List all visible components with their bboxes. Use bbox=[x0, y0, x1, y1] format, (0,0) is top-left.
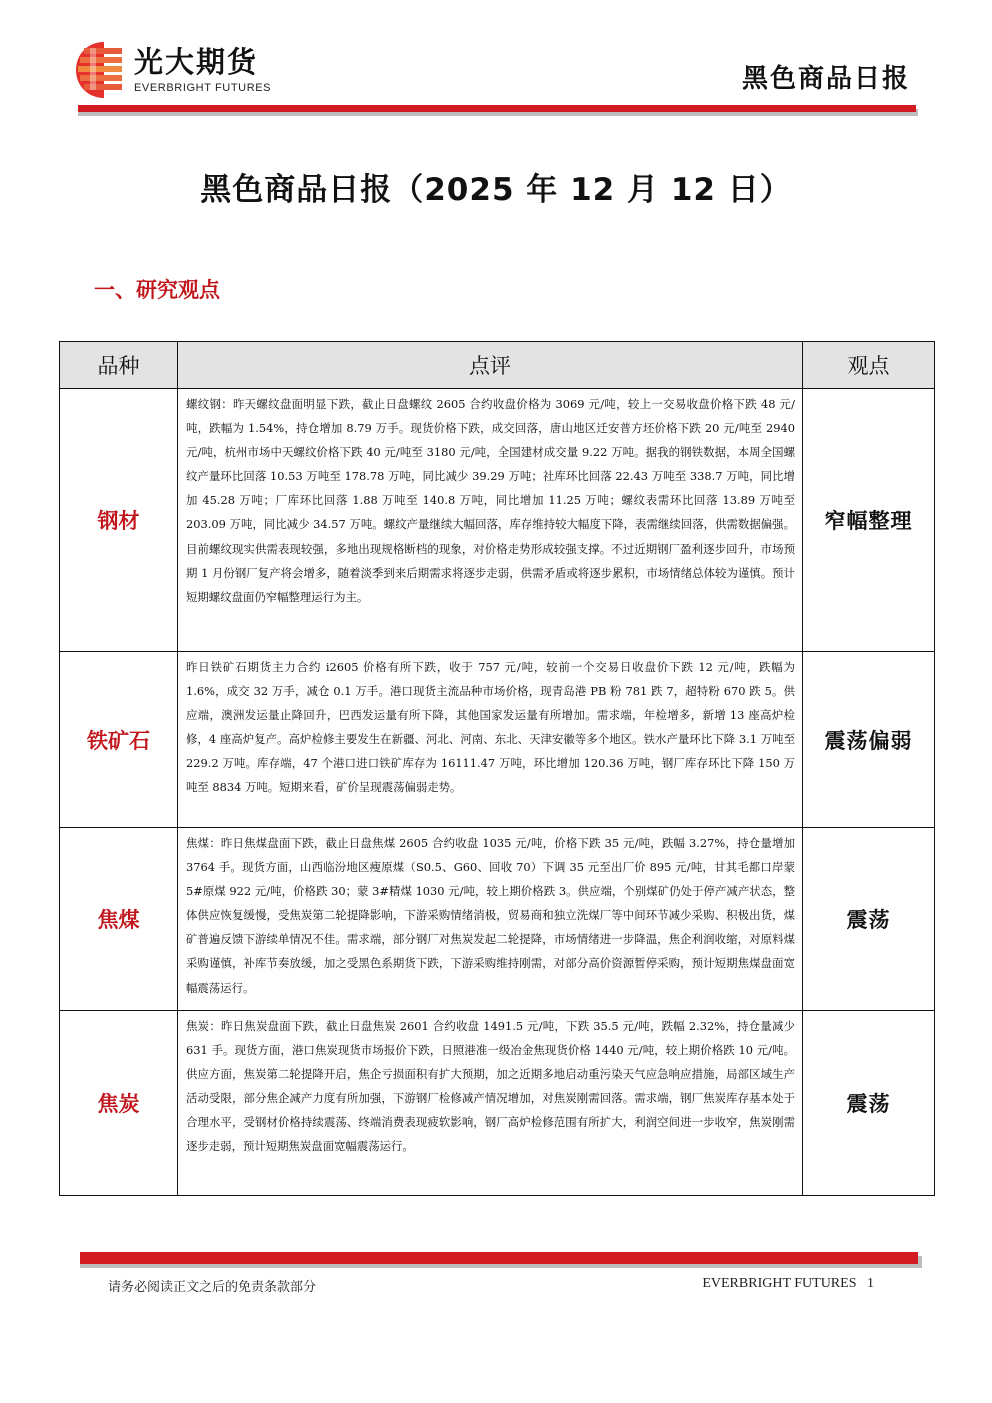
table-row bbox=[60, 652, 935, 828]
header-rule bbox=[78, 105, 916, 112]
product-view: 震荡 bbox=[803, 828, 935, 1011]
product-comment: 焦煤：昨日焦煤盘面下跌，截止日盘焦煤 2605 合约收盘 1035 元/吨，价格下跌 35 元/吨，跌幅 3.27%，持仓量增加 3764 手。现货方面，山西临汾地区瘦原煤（S0.5、G60、回收 70）下调 35 元至出厂价 895 元/吨，甘其毛都口岸蒙 5#原煤 922 元/吨，价格跌 30；蒙 3#精煤 1030 元/吨，较上期价格跌 3。供应端，个别煤矿仍处于停产减产状态，整体供应恢复缓慢，受焦炭第二轮提降影响，下游采购情绪消极，贸易商和独立洗煤厂等中间环节减少采购、积极出货，煤矿普遍反馈下游续单情况不佳。需求端，部分钢厂对焦炭发起二轮提降，市场情绪进一步降温，焦企利润收缩，对原料煤采购谨慎，补库节奏放缓，加之受黑色系期货下跌，下游采购维持刚需，对部分高价资源暂停采购，预计短期焦煤盘面宽幅震荡运行。 bbox=[178, 828, 803, 1011]
column-header-comment: 点评 bbox=[178, 342, 803, 389]
footer-brand-and-page bbox=[702, 1276, 874, 1292]
column-header-view: 观点 bbox=[803, 342, 935, 389]
table-row bbox=[60, 389, 935, 652]
logo-chinese-name: 光大期货 bbox=[134, 45, 259, 79]
product-name: 钢材 bbox=[60, 389, 178, 652]
product-name: 铁矿石 bbox=[60, 652, 178, 828]
research-views-table bbox=[59, 341, 935, 1196]
product-view: 震荡 bbox=[803, 1011, 935, 1196]
column-header-product: 品种 bbox=[60, 342, 178, 389]
table-row bbox=[60, 828, 935, 1011]
page-number: 1 bbox=[867, 1276, 874, 1291]
product-comment: 螺纹钢：昨天螺纹盘面明显下跌，截止日盘螺纹 2605 合约收盘价格为 3069 元/吨，较上一交易收盘价格下跌 48 元/吨，跌幅为 1.54%，持仓增加 8.79 万手。现货价格下跌，成交回落，唐山地区迁安普方坯价格下跌 20 元/吨至 2940 元/吨，杭州市场中天螺纹价格下跌 40 元/吨至 3180 元/吨，全国建材成交量 9.22 万吨。据我的钢铁数据，本周全国螺纹产量环比回落 10.53 万吨至 178.78 万吨，同比减少 39.29 万吨；社库环比回落 22.43 万吨至 338.7 万吨，同比增加 45.28 万吨；厂库环比回落 1.88 万吨至 140.8 万吨，同比增加 11.25 万吨；螺纹表需环比回落 13.89 万吨至 203.09 万吨，同比减少 34.57 万吨。螺纹产量继续大幅回落，库存维持较大幅度下降，表需继续回落，供需数据偏强。目前螺纹现实供需表现较强，多地出现规格断档的现象，对价格走势形成较强支撑。不过近期钢厂盈利逐步回升，市场预期 1 月份钢厂复产将会增多，随着淡季到来后期需求将逐步走弱，供需矛盾或将逐步累积，市场情绪总体较为谨慎。预计短期螺纹盘面仍窄幅整理运行为主。 bbox=[178, 389, 803, 652]
company-logo bbox=[76, 40, 296, 100]
table-row bbox=[60, 1011, 935, 1196]
report-name: 黑色商品日报 bbox=[741, 64, 910, 94]
everbright-logo-icon bbox=[76, 42, 122, 98]
product-name: 焦煤 bbox=[60, 828, 178, 1011]
product-name: 焦炭 bbox=[60, 1011, 178, 1196]
table-header-row bbox=[60, 342, 935, 389]
footer-brand: EVERBRIGHT FUTURES bbox=[702, 1276, 857, 1291]
product-view: 窄幅整理 bbox=[803, 389, 935, 652]
footer-rule bbox=[80, 1252, 918, 1264]
product-comment: 焦炭：昨日焦炭盘面下跌，截止日盘焦炭 2601 合约收盘 1491.5 元/吨，下跌 35.5 元/吨，跌幅 2.32%，持仓量减少 631 手。现货方面，港口焦炭现货市场报价下跌，日照港准一级冶金焦现货价格 1440 元/吨，较上期价格跌 10 元/吨。供应方面，焦炭第二轮提降开启，焦企亏损面积有扩大预期，加之近期多地启动重污染天气应急响应措施，局部区域生产活动受限，部分焦企减产力度有所加强，下游钢厂检修减产情况增加，对焦炭刚需回落。需求端，钢厂焦炭库存基本处于合理水平，受钢材价格持续震荡、终端消费表现疲软影响，钢厂高炉检修范围有所扩大，利润空间进一步收窄，焦炭刚需逐步走弱，预计短期焦炭盘面宽幅震荡运行。 bbox=[178, 1011, 803, 1196]
product-comment: 昨日铁矿石期货主力合约 i2605 价格有所下跌，收于 757 元/吨，较前一个交易日收盘价下跌 12 元/吨，跌幅为 1.6%，成交 32 万手，减仓 0.1 万手。港口现货主流品种市场价格，现青岛港 PB 粉 781 跌 7，超特粉 670 跌 5。供应端，澳洲发运量止降回升，巴西发运量有所下降，其他国家发运量有所增加。需求端，年检增多，新增 13 座高炉检修，4 座高炉复产。高炉检修主要发生在新疆、河北、河南、东北、天津安徽等多个地区。铁水产量环比下降 3.1 万吨至 229.2 万吨。库存端，47 个港口进口铁矿库存为 16111.47 万吨，环比增加 120.36 万吨，钢厂库存环比下降 150 万吨至 8834 万吨。短期来看，矿价呈现震荡偏弱走势。 bbox=[178, 652, 803, 828]
section-heading: 一、研究观点 bbox=[94, 278, 220, 302]
product-view: 震荡偏弱 bbox=[803, 652, 935, 828]
footer-disclaimer: 请务必阅读正文之后的免责条款部分 bbox=[108, 1280, 317, 1295]
logo-english-name: EVERBRIGHT FUTURES bbox=[134, 82, 272, 94]
page-title: 黑色商品日报（2025 年 12 月 12 日） bbox=[200, 172, 792, 208]
